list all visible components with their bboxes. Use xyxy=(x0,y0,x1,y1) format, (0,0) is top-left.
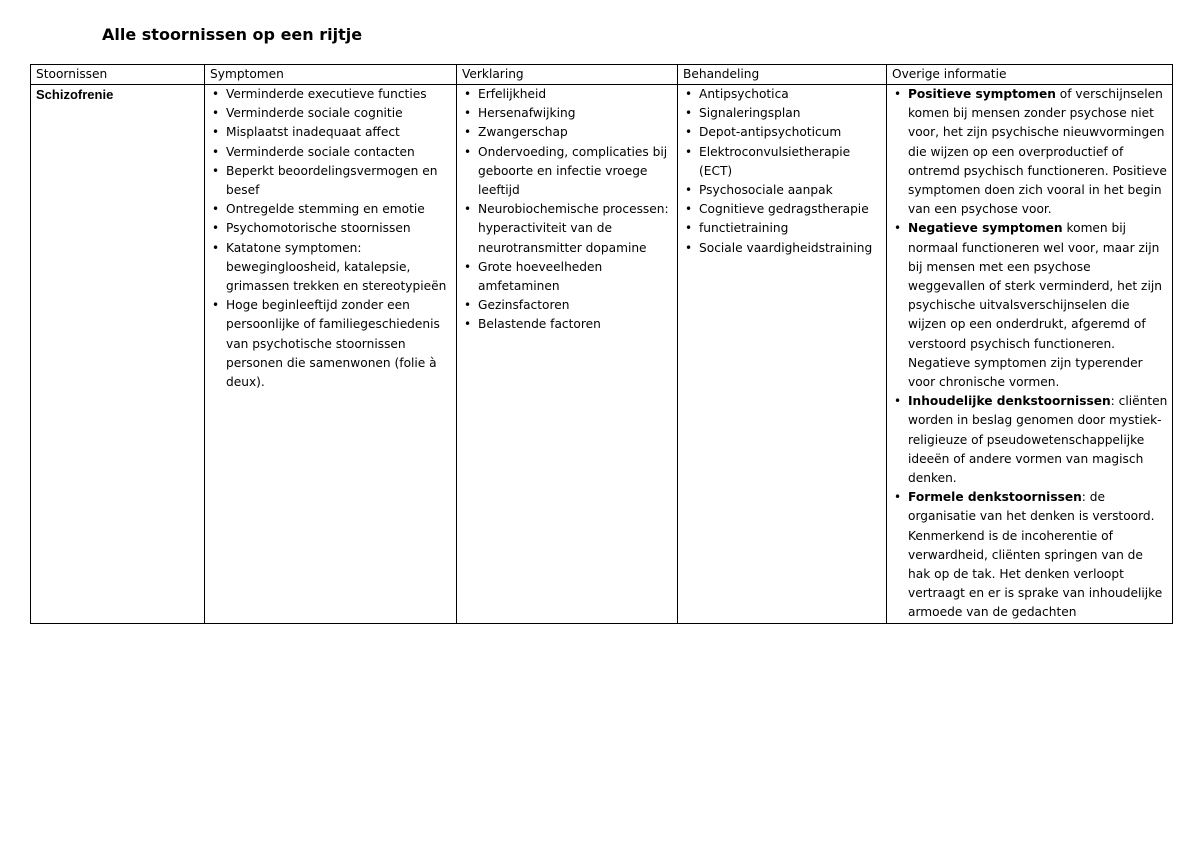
symptoms-list xyxy=(210,85,452,392)
symptom-item: • Beperkt beoordelingsvermogen en besef xyxy=(210,162,452,200)
treatment-item: • Signaleringsplan xyxy=(683,104,882,123)
term-positive-symptoms: Positieve symptomen xyxy=(908,87,1056,101)
header-treatment: Behandeling xyxy=(678,65,887,85)
table-row xyxy=(31,85,1173,624)
treatment-item: • functietraining xyxy=(683,219,882,238)
term-formal-thought-disorders: Formele denkstoornissen xyxy=(908,490,1082,505)
treatment-item: • Cognitieve gedragstherapie xyxy=(683,200,882,219)
other-information-item xyxy=(892,488,1168,622)
treatment-list xyxy=(683,85,882,258)
symptom-item: • Psychomotorische stoornissen xyxy=(210,219,452,238)
disorder-name: Schizofrenie xyxy=(36,87,114,102)
explanation-item: • Ondervoeding, complicaties bij geboorte en infectie vroege leeftijd xyxy=(462,143,673,201)
disorders-table xyxy=(30,64,1173,624)
treatment-item: • Elektroconvulsietherapie (ECT) xyxy=(683,143,882,181)
symptoms-cell xyxy=(205,85,457,624)
table-header-row xyxy=(31,65,1173,85)
treatment-cell xyxy=(678,85,887,624)
explanation-item: • Erfelijkheid xyxy=(462,85,673,104)
treatment-item: • Depot-antipsychoticum xyxy=(683,123,882,142)
explanation-cell xyxy=(457,85,678,624)
header-disorders: Stoornissen xyxy=(31,65,205,85)
explanation-list xyxy=(462,85,673,335)
symptom-item: • Ontregelde stemming en emotie xyxy=(210,200,452,219)
term-content-thought-disorders: Inhoudelijke denkstoornissen xyxy=(908,394,1111,409)
symptom-item: • Verminderde sociale cognitie xyxy=(210,104,452,123)
term-description: : cliënten worden in beslag genomen door mystiek-religieuze of pseudowetenschappelijke ideeën of andere vormen van magisch denken. xyxy=(908,394,1168,486)
treatment-item: • Antipsychotica xyxy=(683,85,882,104)
other-information-item xyxy=(892,85,1168,219)
document-title: Alle stoornissen op een rijtje xyxy=(102,25,363,44)
explanation-item: • Zwangerschap xyxy=(462,123,673,142)
other-information-cell xyxy=(887,85,1173,624)
disorder-cell xyxy=(31,85,205,624)
other-information-item xyxy=(892,392,1168,488)
explanation-item: • Hersenafwijking xyxy=(462,104,673,123)
header-other-information: Overige informatie xyxy=(887,65,1173,85)
explanation-item: • Grote hoeveelheden amfetaminen xyxy=(462,258,673,296)
term-description: komen bij normaal functioneren wel voor, maar zijn bij mensen met een psychose weggevallen of sterk verminderd, het zijn psychische uitvalsverschijnselen die wijzen op een onderdrukt, afgeremd of verstoord psychisch functioneren. Negatieve symptomen zijn typerender voor chronische vormen. xyxy=(908,221,1162,390)
symptom-item: • Verminderde executieve functies xyxy=(210,85,452,104)
header-explanation: Verklaring xyxy=(457,65,678,85)
symptom-item: • Katatone symptomen: bewegingloosheid, katalepsie, grimassen trekken en stereotypieën xyxy=(210,239,452,297)
header-symptoms: Symptomen xyxy=(205,65,457,85)
other-information-item xyxy=(892,219,1168,392)
symptom-item: • Misplaatst inadequaat affect xyxy=(210,123,452,142)
symptom-item: • Verminderde sociale contacten xyxy=(210,143,452,162)
explanation-item: • Neurobiochemische processen: hyperactiviteit van de neurotransmitter dopamine xyxy=(462,200,673,258)
term-description: of verschijnselen komen bij mensen zonder psychose niet voor, het zijn psychische nieuwvormingen die wijzen op een overproductief of ontremd psychisch functioneren. Positieve symptomen doen zich vooral in het begin van een psychose voor. xyxy=(908,87,1167,217)
treatment-item: • Psychosociale aanpak xyxy=(683,181,882,200)
term-negative-symptoms: Negatieve symptomen xyxy=(908,221,1063,236)
term-description: : de organisatie van het denken is verstoord. Kenmerkend is de incoherentie of verwardheid, cliënten springen van de hak op de tak. Het denken verloopt vertraagt en er is sprake van inhoudelijke armoede van de gedachten xyxy=(908,490,1163,620)
explanation-item: • Gezinsfactoren xyxy=(462,296,673,315)
explanation-item: • Belastende factoren xyxy=(462,315,673,334)
treatment-item: • Sociale vaardigheidstraining xyxy=(683,239,882,258)
symptom-item: • Hoge beginleeftijd zonder een persoonlijke of familiegeschiedenis van psychotische stoornissen personen die samenwonen (folie à deux). xyxy=(210,296,452,392)
other-information-list xyxy=(892,85,1168,623)
